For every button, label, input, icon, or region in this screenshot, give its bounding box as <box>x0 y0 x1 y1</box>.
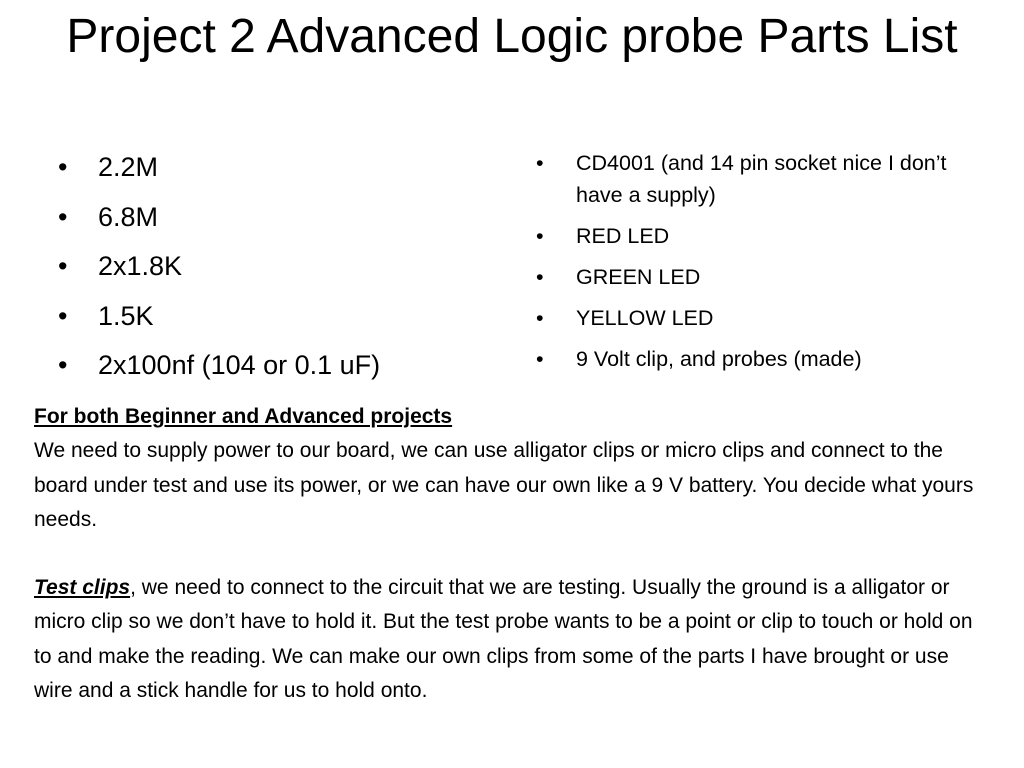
list-item-label: RED LED <box>576 224 670 248</box>
list-item <box>58 200 498 234</box>
list-item <box>536 302 986 334</box>
bullet-icon: • <box>536 224 544 248</box>
list-item <box>536 147 986 211</box>
slide-title: Project 2 Advanced Logic probe Parts List <box>66 10 958 63</box>
list-item-label: 2x1.8K <box>98 251 183 281</box>
paragraph-spacer <box>34 537 984 571</box>
parts-list-right <box>536 147 986 384</box>
power-paragraph: We need to supply power to our board, we can use alligator clips or micro clips and connect to the board under test and use its power, or we can have our own like a 9 V battery. You decide what yours needs. <box>34 439 974 531</box>
test-clips-term: Test clips <box>34 576 131 600</box>
bullet-icon: • <box>58 251 68 281</box>
list-item <box>58 249 498 283</box>
bullet-icon: • <box>536 151 544 175</box>
list-item-label: 9 Volt clip, and probes (made) <box>576 347 862 371</box>
bullet-icon: • <box>536 306 544 330</box>
list-item <box>58 150 498 184</box>
bullet-icon: • <box>58 152 68 182</box>
list-item <box>536 343 986 375</box>
bullet-icon: • <box>58 300 68 331</box>
list-item-label: 1.5K <box>98 300 154 331</box>
section-heading: For both Beginner and Advanced projects <box>34 405 453 428</box>
list-item-label: CD4001 (and 14 pin socket nice I don’t have a supply) <box>576 151 947 207</box>
list-item <box>58 348 498 382</box>
list-item <box>58 299 498 333</box>
test-clips-text: , we need to connect to the circuit that we are testing. Usually the ground is a alligator or micro clip so we don’t have to hold it. But the test probe wants to be a point or clip to touch or hold on to and make the reading. We can make our own clips from some of the parts I have brought or use wire and a stick handle for us to hold onto. <box>34 576 973 703</box>
bullet-icon: • <box>58 201 68 232</box>
list-item-label: 6.8M <box>98 201 159 232</box>
list-item-label: 2.2M <box>98 152 159 182</box>
list-item <box>536 261 986 293</box>
bullet-icon: • <box>58 350 68 380</box>
bullet-icon: • <box>536 347 544 371</box>
list-item-label: YELLOW LED <box>576 306 714 330</box>
test-clips-paragraph <box>34 571 984 708</box>
bullet-icon: • <box>536 265 544 289</box>
list-item-label: 2x100nf (104 or 0.1 uF) <box>98 350 381 380</box>
list-item <box>536 220 986 252</box>
parts-list-left <box>58 150 498 398</box>
body-text <box>34 400 984 708</box>
list-item-label: GREEN LED <box>576 265 701 289</box>
